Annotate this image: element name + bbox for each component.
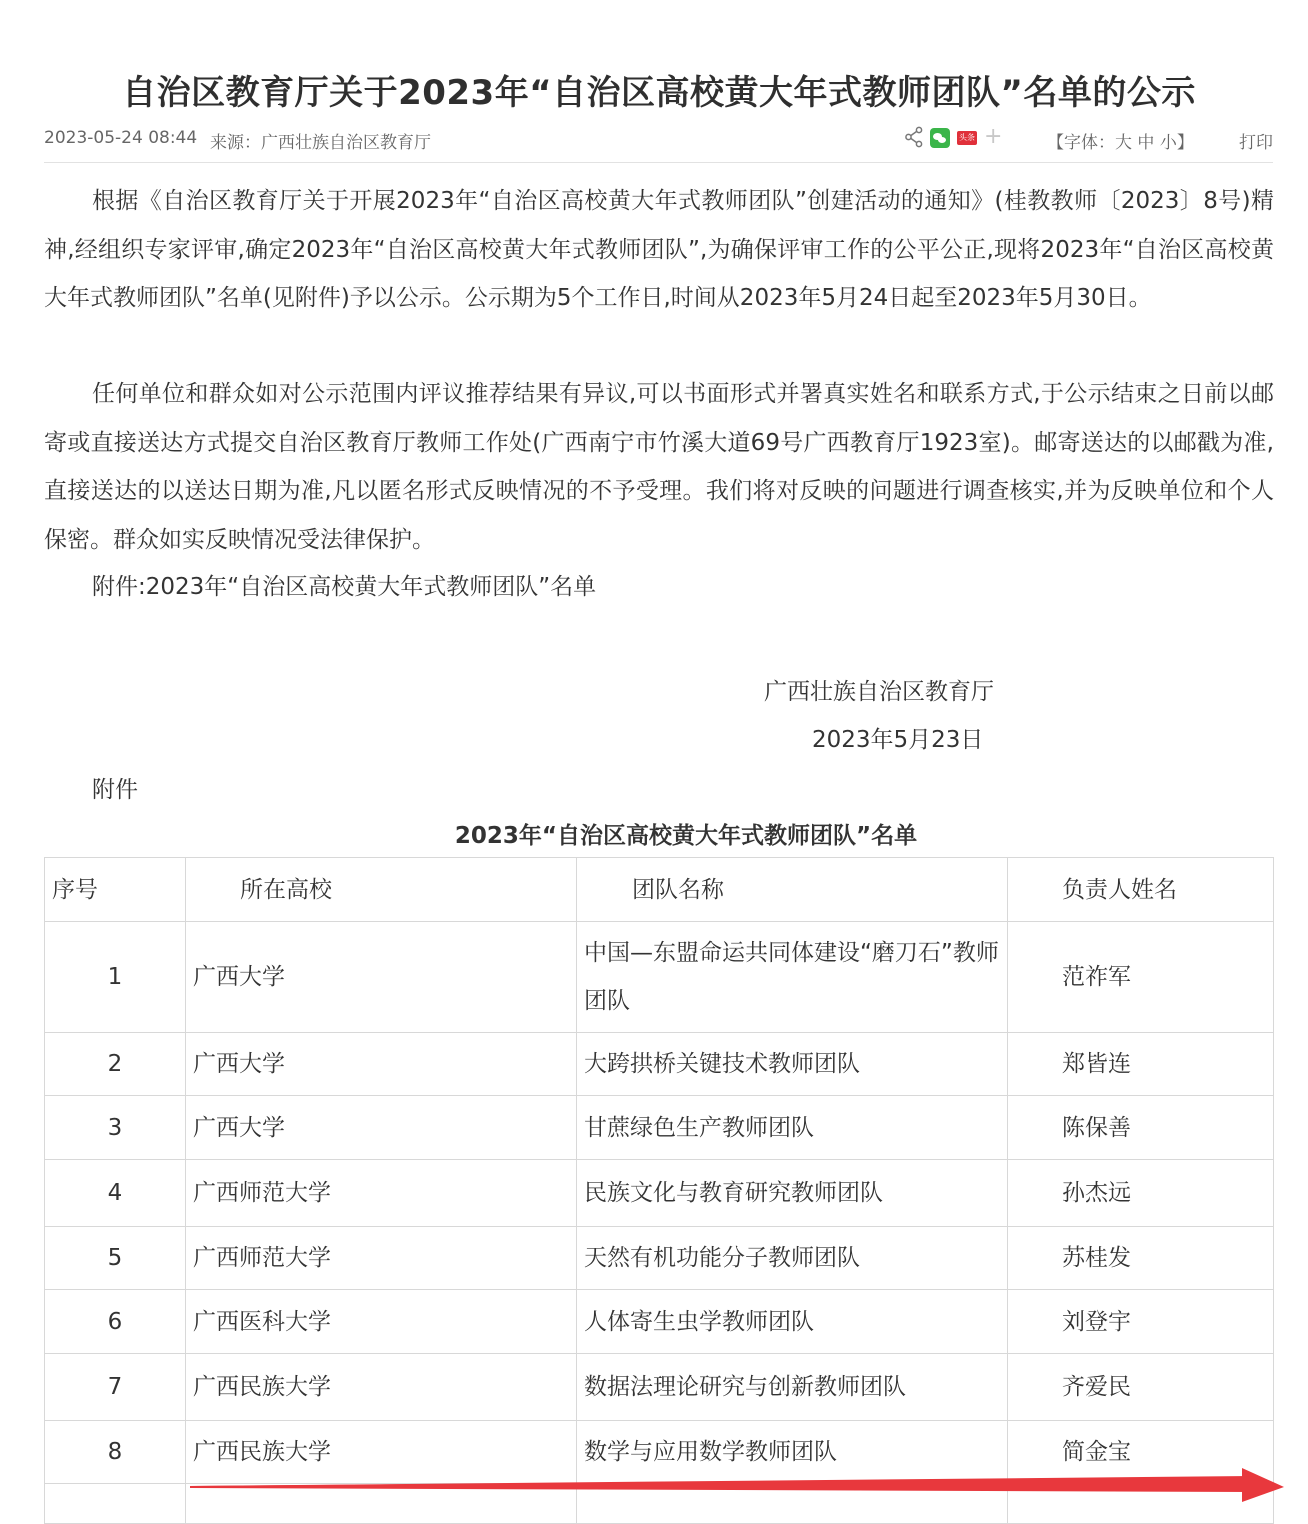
table-title: 2023年“自治区高校黄大年式教师团队”名单 xyxy=(454,823,918,849)
article-source: 来源：广西壮族自治区教育厅 xyxy=(210,133,431,153)
article-meta-bar xyxy=(44,124,1273,163)
row-school: 广西大学 xyxy=(186,1096,577,1160)
row-index: 4 xyxy=(45,1160,186,1227)
font-size-control xyxy=(1047,128,1194,153)
table-row xyxy=(45,1354,1274,1421)
header-school: 所在高校 xyxy=(186,858,577,922)
font-size-label: 【字体： xyxy=(1047,133,1115,153)
row-index: 5 xyxy=(45,1227,186,1290)
table-row xyxy=(45,1227,1274,1290)
row-index: 1 xyxy=(45,922,186,1033)
share-icon[interactable] xyxy=(904,126,924,148)
row-leader: 郑皆连 xyxy=(1008,1033,1274,1096)
row-school: 广西民族大学 xyxy=(186,1421,577,1484)
row-team: 人体寄生虫学教师团队 xyxy=(577,1290,1008,1354)
font-small-button[interactable]: 小 xyxy=(1159,133,1177,153)
row-team: 甘蔗绿色生产教师团队 xyxy=(577,1096,1008,1160)
signature-date: 2023年5月23日 xyxy=(812,727,984,753)
table-header-row xyxy=(45,858,1274,922)
row-school: 广西民族大学 xyxy=(186,1354,577,1421)
row-leader: 齐爱民 xyxy=(1008,1354,1274,1421)
row-index: 8 xyxy=(45,1421,186,1484)
row-leader: 简金宝 xyxy=(1008,1421,1274,1484)
header-leader: 负责人姓名 xyxy=(1008,858,1274,922)
red-arrow-annotation xyxy=(190,1462,1290,1502)
table-row xyxy=(45,922,1274,1033)
toutiao-icon[interactable]: 头条 xyxy=(957,131,977,145)
publish-date: 2023-05-24 08:44 xyxy=(44,128,198,148)
attachment-label: 附件 xyxy=(92,777,138,803)
row-index: 2 xyxy=(45,1033,186,1096)
row-team: 数据法理论研究与创新教师团队 xyxy=(577,1354,1008,1421)
row-school: 广西师范大学 xyxy=(186,1227,577,1290)
body-paragraph-2: 任何单位和群众如对公示范围内评议推荐结果有异议,可以书面形式并署真实姓名和联系方式,于公示结束之日前以邮寄或直接送达方式提交自治区教育厅教师工作处(广西南宁市竹溪大道69号广西教育厅1923室)。邮寄送达的以邮戳为准,直接送达的以送达日期为准,凡以匿名形式反映情况的不予受理。我们将对反映的问题进行调查核实,并为反映单位和个人保密。群众如实反映情况受法律保护。 xyxy=(44,381,1274,553)
attachment-line: 附件:2023年“自治区高校黄大年式教师团队”名单 xyxy=(92,574,597,600)
header-index: 序号 xyxy=(45,858,186,922)
row-index: 6 xyxy=(45,1290,186,1354)
team-list-table xyxy=(44,857,1274,1524)
signature-org: 广西壮族自治区教育厅 xyxy=(764,679,994,705)
row-leader: 陈保善 xyxy=(1008,1096,1274,1160)
table-row xyxy=(45,1096,1274,1160)
row-leader: 范祚军 xyxy=(1008,922,1274,1033)
row-team: 大跨拱桥关键技术教师团队 xyxy=(577,1033,1008,1096)
row-leader: 孙杰远 xyxy=(1008,1160,1274,1227)
print-button[interactable]: 打印 xyxy=(1239,133,1273,153)
row-leader: 刘登宇 xyxy=(1008,1290,1274,1354)
wechat-icon[interactable] xyxy=(930,128,950,148)
row-school: 广西大学 xyxy=(186,922,577,1033)
row-school: 广西师范大学 xyxy=(186,1160,577,1227)
font-size-close: 】 xyxy=(1176,133,1194,153)
body-paragraph-1: 根据《自治区教育厅关于开展2023年“自治区高校黄大年式教师团队”创建活动的通知》(桂教教师〔2023〕8号)精神,经组织专家评审,确定2023年“自治区高校黄大年式教师团队”,为确保评审工作的公平公正,现将2023年“自治区高校黄大年式教师团队”名单(见附件)予以公示。公示期为5个工作日,时间从2023年5月24日起至2023年5月30日。 xyxy=(44,188,1274,311)
row-team: 天然有机功能分子教师团队 xyxy=(577,1227,1008,1290)
table-row xyxy=(45,1160,1274,1227)
row-index: 7 xyxy=(45,1354,186,1421)
table-row xyxy=(45,1033,1274,1096)
row-team: 中国—东盟命运共同体建设“磨刀石”教师团队 xyxy=(577,922,1008,1033)
table-row xyxy=(45,1290,1274,1354)
row-leader: 苏桂发 xyxy=(1008,1227,1274,1290)
row-index: 3 xyxy=(45,1096,186,1160)
row-team: 民族文化与教育研究教师团队 xyxy=(577,1160,1008,1227)
more-share-icon[interactable]: + xyxy=(984,124,1003,149)
row-team: 数学与应用数学教师团队 xyxy=(577,1421,1008,1484)
font-medium-button[interactable]: 中 xyxy=(1137,133,1155,153)
row-school: 广西大学 xyxy=(186,1033,577,1096)
font-large-button[interactable]: 大 xyxy=(1115,133,1132,153)
article-title: 自治区教育厅关于2023年“自治区高校黄大年式教师团队”名单的公示 xyxy=(122,72,1196,113)
row-school: 广西医科大学 xyxy=(186,1290,577,1354)
header-team: 团队名称 xyxy=(577,858,1008,922)
